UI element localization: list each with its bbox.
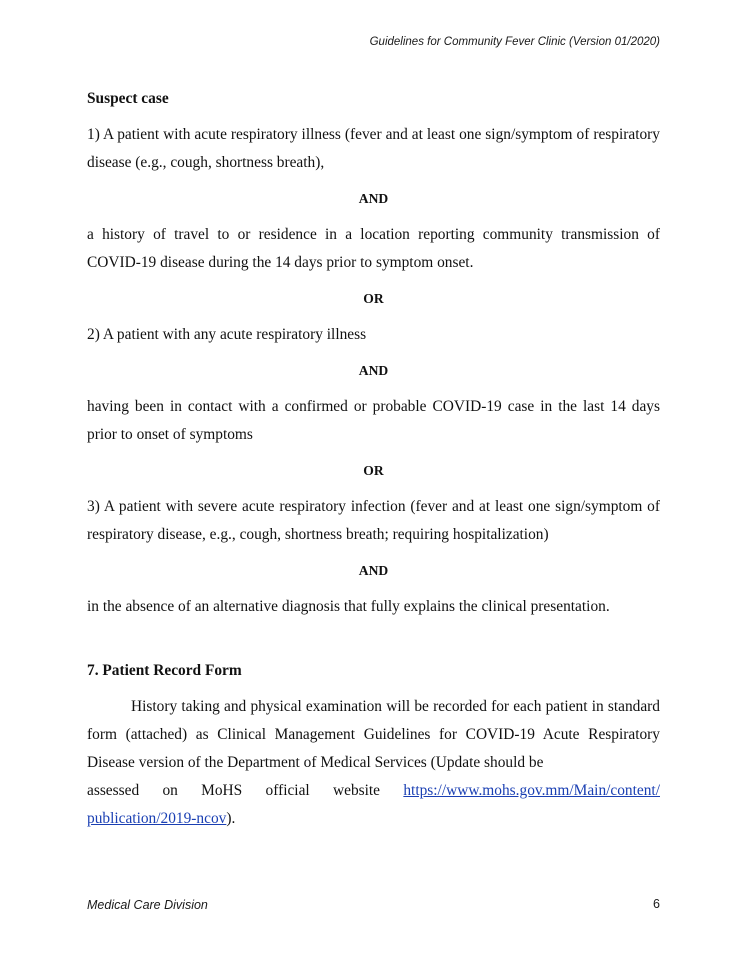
page-number: 6	[653, 897, 660, 911]
criterion-3b-text: in the absence of an alternative diagnosis that fully explains the clinical presentation.	[87, 598, 610, 615]
criterion-2-text: 2) A patient with any acute respiratory illness	[87, 326, 367, 343]
patient-record-link-line	[87, 777, 660, 805]
patient-record-text: History taking and physical examination will be recorded for each patient in standard form (attached) as Clinical Management Guidelines for COVID-19 Acute Respiratory Disease version of the Department of Medical Services (Update should be	[87, 698, 660, 771]
and-connector: AND	[358, 191, 389, 206]
footer-division: Medical Care Division	[87, 898, 208, 912]
and-connector: AND	[358, 363, 389, 378]
patient-record-text: assessed on MoHS official website	[87, 782, 381, 799]
criterion-2b-text: having been in contact with a confirmed or probable COVID-19 case in the last 14 days prior to onset of symptoms	[87, 398, 660, 443]
document-body	[87, 85, 660, 833]
patient-record-link-line	[87, 805, 660, 833]
criterion-1-text: 1) A patient with acute respiratory illness (fever and at least one sign/symptom of respiratory disease (e.g., cough, shortness breath),	[87, 126, 660, 171]
or-connector: OR	[363, 291, 384, 306]
mohs-website-link-continued[interactable]: publication/2019-ncov	[87, 810, 227, 827]
patient-record-paragraph	[87, 693, 660, 777]
running-header: Guidelines for Community Fever Clinic (Version 01/2020)	[369, 36, 660, 48]
patient-record-heading: 7. Patient Record Form	[87, 662, 242, 679]
or-connector: OR	[363, 463, 384, 478]
patient-record-closing: ).	[226, 810, 236, 827]
mohs-website-link[interactable]: https://www.mohs.gov.mm/Main/content/	[403, 782, 660, 799]
criterion-3-text: 3) A patient with severe acute respiratory infection (fever and at least one sign/symptom of respiratory disease, e.g., cough, shortness breath; requiring hospitalization)	[87, 498, 660, 543]
criterion-1b-text: a history of travel to or residence in a location reporting community transmission of COVID-19 disease during the 14 days prior to symptom onset.	[87, 226, 660, 271]
and-connector: AND	[358, 563, 389, 578]
suspect-case-heading: Suspect case	[87, 90, 169, 107]
